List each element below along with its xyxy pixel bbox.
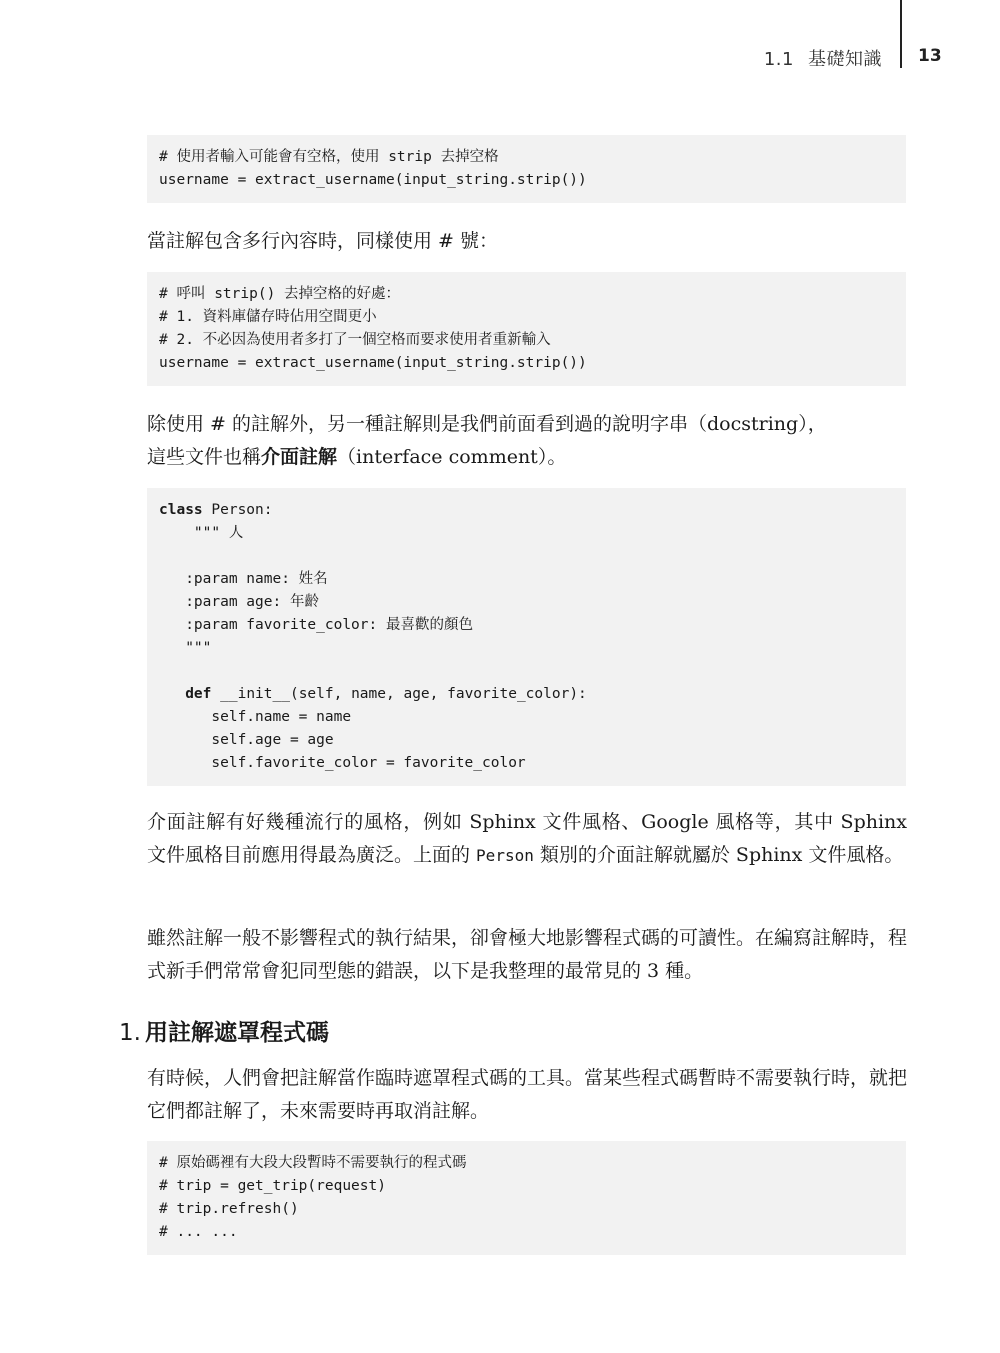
code-line: self.age = age bbox=[159, 732, 334, 748]
code-line: # 呼叫 strip() 去掉空格的好處： bbox=[159, 286, 401, 302]
paragraph-text: 這些文件也稱 bbox=[147, 446, 262, 468]
code-line: """ 人 bbox=[159, 525, 244, 541]
section-title: 基礎知識 bbox=[808, 49, 882, 70]
section-heading bbox=[119, 1014, 329, 1047]
code-line: # trip = get_trip(request) bbox=[159, 1178, 386, 1194]
running-head bbox=[764, 45, 882, 71]
code-line bbox=[159, 660, 894, 683]
header-divider bbox=[900, 0, 902, 68]
paragraph-text: （interface comment）。 bbox=[337, 446, 567, 468]
code-line: # 使用者輸入可能會有空格，使用 strip 去掉空格 bbox=[159, 149, 499, 165]
inline-code: Person bbox=[476, 846, 534, 865]
paragraph-commenting-out: 有時候，人們會把註解當作臨時遮罩程式碼的工具。當某些程式碼暫時不需要執行時，就把它們都註解了，未來需要時再取消註解。 bbox=[147, 1067, 908, 1122]
paragraph-interface-styles bbox=[147, 806, 907, 872]
section-number: 1.1 bbox=[763, 49, 794, 70]
code-line: self.favorite_color = favorite_color bbox=[159, 755, 526, 771]
keyword: def bbox=[185, 686, 212, 702]
code-line: class Person: bbox=[159, 502, 273, 518]
paragraph-multiline-comment: 當註解包含多行內容時，同樣使用 # 號： bbox=[147, 230, 499, 252]
paragraph-docstring bbox=[147, 408, 907, 474]
code-block-strip-comment bbox=[147, 135, 906, 203]
code-line: :param favorite_color: 最喜歡的顏色 bbox=[159, 617, 473, 633]
code-line: :param name: 姓名 bbox=[159, 571, 328, 587]
code-block-person-class bbox=[147, 488, 906, 786]
code-line: # ... ... bbox=[159, 1224, 238, 1240]
page-header bbox=[0, 0, 1000, 80]
bold-term: 介面註解 bbox=[261, 446, 338, 468]
code-block-multiline-comment bbox=[147, 272, 906, 386]
paragraph-text: 介面註解有好幾種流行的風格，例如 Sphinx 文件風格、Google 風格等，其中 Sphinx 文件風格目前應用得最為廣泛。上面的 bbox=[147, 811, 907, 866]
keyword: class bbox=[159, 502, 203, 518]
code-line: """ bbox=[159, 640, 212, 656]
code-line: # 2. 不必因為使用者多打了一個空格而要求使用者重新輸入 bbox=[159, 332, 551, 348]
code-line: username = extract_username(input_string.strip()) bbox=[159, 172, 587, 188]
heading-number: 1. bbox=[119, 1020, 141, 1046]
code-line: def __init__(self, name, age, favorite_color): bbox=[185, 686, 587, 702]
paragraph-line: 除使用 # 的註解外，另一種註解則是我們前面看到過的說明字串（docstring）， bbox=[147, 413, 827, 435]
code-line: # trip.refresh() bbox=[159, 1201, 299, 1217]
code-line: # 原始碼裡有大段大段暫時不需要執行的程式碼 bbox=[159, 1155, 467, 1171]
code-line: :param age: 年齡 bbox=[159, 594, 319, 610]
paragraph-common-mistakes: 雖然註解一般不影響程式的執行結果，卻會極大地影響程式碼的可讀性。在編寫註解時，程式新手們常常會犯同型態的錯誤，以下是我整理的最常見的 3 種。 bbox=[147, 927, 908, 982]
heading-title: 用註解遮罩程式碼 bbox=[144, 1020, 329, 1046]
code-line: username = extract_username(input_string.strip()) bbox=[159, 355, 587, 371]
code-line bbox=[159, 545, 894, 568]
code-line: # 1. 資料庫儲存時佔用空間更小 bbox=[159, 309, 377, 325]
code-block-commented-code bbox=[147, 1141, 906, 1255]
code-line: self.name = name bbox=[159, 709, 352, 725]
paragraph-text: 類別的介面註解就屬於 Sphinx 文件風格。 bbox=[533, 844, 904, 866]
page-number: 13 bbox=[918, 46, 942, 66]
